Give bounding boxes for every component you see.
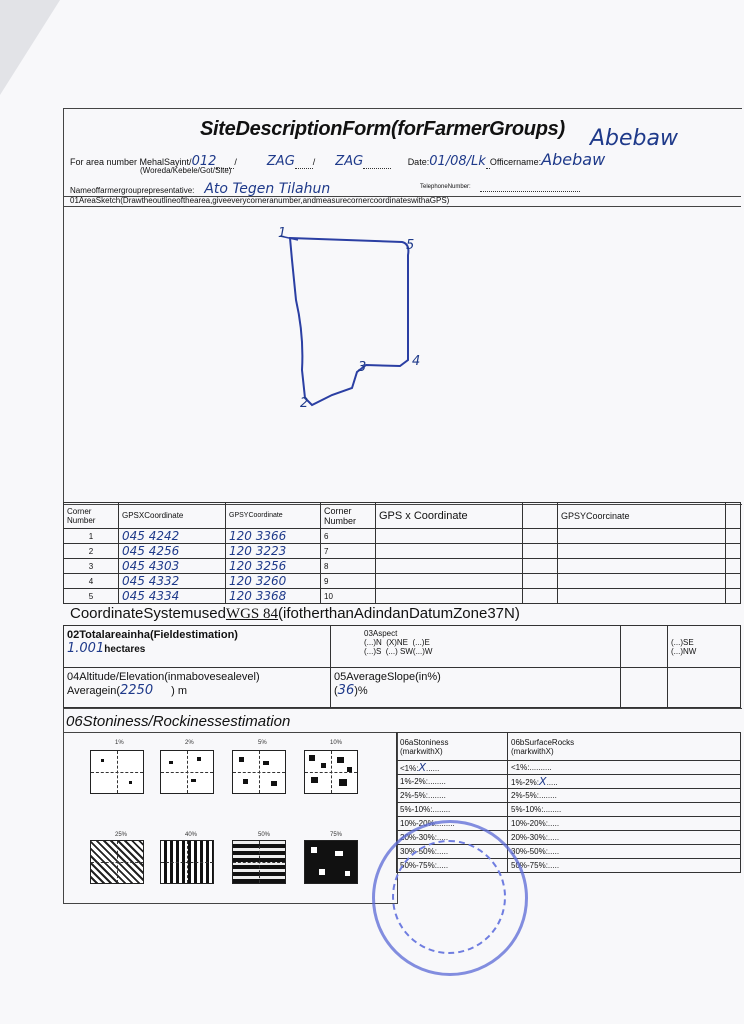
table-row: 5%-10%:........ 5%-10%:........	[397, 803, 741, 817]
table-row: 4 045 4332 120 3260 9	[64, 574, 741, 589]
area-number-line: For area number MehalSayint/012 / ZAG / ZAG Date:01/08/Lk Officername:Abebaw	[70, 150, 606, 169]
area-label: For area number MehalSayint/	[70, 157, 192, 167]
table-row: 10%-20%:........ 10%-20%:.....	[397, 817, 741, 831]
total-area-unit: hectares	[104, 644, 146, 655]
stone-pattern-10	[304, 750, 358, 794]
table-row: 2%-5%:........ 2%-5%:........	[397, 789, 741, 803]
aspect-sw-w: (...) SW(...)W	[385, 647, 433, 656]
col-corner-number-2: Corner Number	[321, 503, 376, 529]
aspect-s: (...)S	[364, 647, 382, 656]
gps-y-value: 120 3256	[226, 559, 321, 574]
sketch-corner-4: 4	[412, 354, 421, 369]
corner-table	[63, 502, 741, 604]
gps-x-value: 045 4256	[119, 544, 226, 559]
col-gps-y-2: GPSYCoorcinate	[558, 503, 726, 529]
aspect-label: 03Aspect	[364, 629, 398, 638]
aspect-se: (...)SE	[671, 637, 694, 647]
coords-value: WGS 84	[225, 606, 279, 622]
representative-label: Nameoffarmergrouprepresentative:	[70, 186, 195, 195]
col-gps-y: GPSYCoordinate	[226, 503, 321, 529]
altitude-value: 2250	[120, 683, 154, 698]
aspect-e: (...)E	[412, 638, 430, 647]
gps-y-value: 120 3366	[226, 529, 321, 544]
gps-x-value: 045 4334	[119, 589, 226, 604]
folded-corner	[0, 0, 60, 95]
table-row: 1 045 4242 120 3366 6	[64, 529, 741, 544]
coords-prefix: CoordinateSystemused	[70, 605, 226, 622]
slope-label: 05AverageSlope(in%)	[334, 671, 441, 683]
rocks-col-title: 06bSurfaceRocks	[511, 737, 575, 747]
altitude-label: 04Altitude/Elevation(inmabovesealevel)	[67, 671, 260, 683]
gps-y-value: 120 3260	[226, 574, 321, 589]
stone-pattern-2	[160, 750, 214, 794]
stoniness-col-title: 06aStoniness	[400, 737, 449, 747]
stone-pattern-25	[90, 840, 144, 884]
rocks-mark: X	[539, 775, 547, 788]
aspect-ne: (X)NE	[386, 638, 409, 647]
coords-suffix: (ifotherthanAdindanDatumZone37N)	[278, 605, 520, 622]
date-label: Date:	[407, 157, 430, 167]
telephone-label: TelephoneNumber:	[420, 184, 471, 190]
table-row: 30%-50%:..... 30%-50%:.....	[397, 845, 741, 859]
site-attributes-table: 02Totalareainha(Fieldestimation) 1.001hectares 03Aspect (...)N (X)NE (...)E (...)S (...) SW(...)W (...)SE (...)NW 04Altitude/Elevation(inmabovesealevel) Averagein(2250 ) m 05AverageSlope(in%) (36)%	[63, 625, 741, 708]
total-area-value: 1.001	[67, 641, 105, 656]
form-title: SiteDescriptionForm(forFarmerGroups)	[200, 118, 565, 140]
title-handwriting: Abebaw	[590, 126, 678, 151]
date-value: 01/08/Lk	[429, 154, 486, 169]
table-row: <1%:X...... <1%:..........	[397, 761, 741, 775]
table-row: 2 045 4256 120 3223 7	[64, 544, 741, 559]
stoniness-title: 06Stoniness/Rockinessestimation	[66, 713, 291, 730]
stone-pattern-1	[90, 750, 144, 794]
official-stamp-inner	[392, 840, 506, 954]
officer-value: Abebaw	[541, 150, 606, 169]
stone-pattern-40	[160, 840, 214, 884]
representative-value: Ato Tegen Tilahun	[204, 181, 331, 197]
gps-x-value: 045 4332	[119, 574, 226, 589]
sketch-corner-3: 3	[358, 360, 367, 375]
coordinate-system-line	[70, 605, 520, 623]
aspect-nw: (...)NW	[671, 646, 697, 656]
stone-pattern-50	[232, 840, 286, 884]
table-row: 3 045 4303 120 3256 8	[64, 559, 741, 574]
table-row: 20%-30%:..... 20%-30%:.....	[397, 831, 741, 845]
stone-pattern-5	[232, 750, 286, 794]
table-row: 5 045 4334 120 3368 10	[64, 589, 741, 604]
officer-label: Officername:	[489, 157, 542, 167]
sketch-label: 01AreaSketch(Drawtheoutlineofthearea,giveeverycorneranumber,andmeasurecornercoordinateswithaGPS)	[70, 196, 450, 205]
woreda-value: 012	[191, 154, 217, 169]
sketch-corner-1: 1	[278, 226, 287, 241]
stone-pattern-75	[304, 840, 358, 884]
gps-x-value: 045 4303	[119, 559, 226, 574]
table-row: 1%-2%:........ 1%-2%:X.....	[397, 775, 741, 789]
stoniness-mark: X	[418, 761, 427, 774]
kebele-value: ZAG	[266, 154, 295, 169]
col-corner-number: Corner Number	[64, 503, 119, 529]
col-gps-x: GPSXCoordinate	[119, 503, 226, 529]
aspect-n: (...)N	[364, 638, 382, 647]
area-sub: (Woreda/Kebele/Got/Site)	[140, 166, 232, 175]
total-area-label: 02Totalareainha(Fieldestimation)	[67, 629, 238, 641]
slope-value: 36	[337, 683, 355, 698]
table-row: 50%-75%:..... 50%-75%:.....	[397, 859, 741, 873]
gps-x-value: 045 4242	[119, 529, 226, 544]
sketch-corner-5: 5	[406, 238, 415, 253]
sketch-corner-2: 2	[300, 396, 309, 411]
stoniness-rock-table: 06aStoniness (markwithX) 06bSurfaceRocks (markwithX) <1%:X...... <1%:.......... 1%-2%:........ 1%-2%:X..... 2%-5%:........ 2%-5%:........ 5%-10%:........ 5%-10%:........ 10%-20%:........ 10%-20%:..... 20%-30%:..... 20%-30%:..... 30%-50%:..... 30%-50%:..... 50%-75%:..... 50%-75%:.....	[396, 732, 741, 873]
got-value: ZAG	[335, 154, 364, 169]
col-gps-x-2: GPS x Coordinate	[376, 503, 523, 529]
form-sheet: SiteDescriptionForm(forFarmerGroups) Abebaw For area number MehalSayint/012 / ZAG / ZAG Date:01/08/Lk Officername:Abebaw (Woreda/Kebele/Got/Site) Nameoffarmergrouprepresentative: Ato Tegen Tilahun TelephoneNumber: 01AreaSketch(Drawtheoutlineofthearea,giveeverycorneranumber,andmeasurecornercoordinateswithaGPS) 1 2 3 4 5 Corner Number GPSXCoordinate GPSYCoordinate Corner Number GPS x Coordinate GPSYCoorcinate 1 045 4242 120 3366 6 2 045 4256 120 3223 7 3 045 4303 120 3256 8 4 045 4332 120 3260 9 5 045 4334 120 3368 10 CoordinateSystemusedWGS 84(ifotherthanAdindanDatumZone37N) 02Totalareainha(Fieldestimation) 1.001hectares 03Aspect (...)N (X)NE (...)E (...)S (...) SW(...)W (...)SE (...)NW 04Altitude/Elevation(inmabovesealevel) Averagein(2250 ) m 05AverageSlope(in%) (36)% 06Stoniness/Rockinessestimation 1% 2% 5% 10% 25% 40% 50% 75% 06aStoniness (markwithX) 06bSurfaceRocks (markwithX) <1%:X...... <1%:.......... 1%-2%:........ 1%-2%:X..... 2%-5%:........ 2%-5%:........ 5%-10%:........ 5%-10%:........ 10%-20%:........ 10%-20%:..... 20%-30%:..... 20%-30%:..... 30%-50%:..... 30%-50%:..... 50%-75%:..... 50%-75%:.....	[0, 0, 744, 1024]
gps-y-value: 120 3223	[226, 544, 321, 559]
gps-y-value: 120 3368	[226, 589, 321, 604]
